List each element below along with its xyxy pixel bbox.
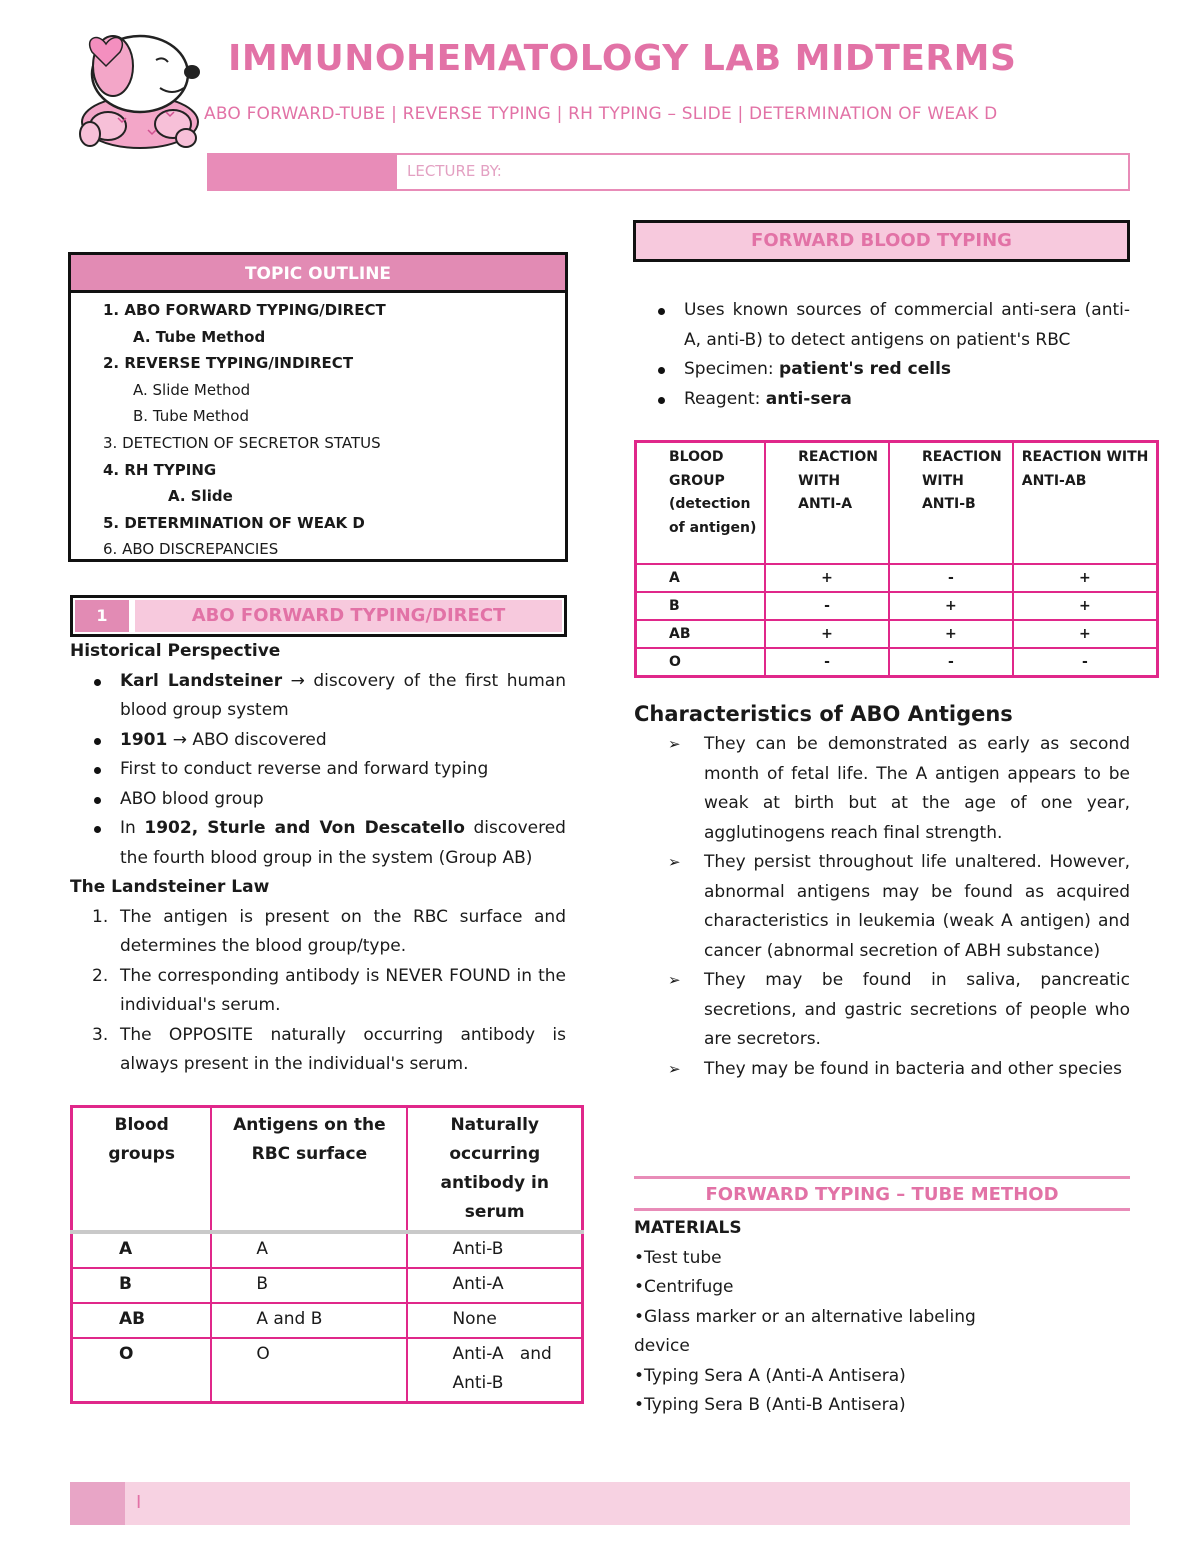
table-cell: B [72, 1268, 212, 1303]
table-cell: AB [636, 620, 766, 648]
list-item: Specimen: patient's red cells [634, 355, 1130, 385]
table-cell: O [636, 648, 766, 677]
list-item: •Centrifuge [634, 1277, 734, 1297]
table-cell: A [72, 1232, 212, 1268]
table-row [72, 1268, 583, 1303]
table-cell: Anti-A [407, 1268, 582, 1303]
table-cell: Anti-A and Anti-B [407, 1338, 582, 1403]
list-item: 1901 → ABO discovered [70, 726, 566, 756]
characteristics-section [634, 702, 1130, 1084]
tube-method-section [634, 1176, 1130, 1421]
outline-item: A. Slide [168, 487, 233, 506]
forward-typing-body [634, 296, 1130, 414]
list-item: •Test tube [634, 1247, 722, 1268]
table-cell: + [1013, 592, 1158, 620]
topic-outline [68, 252, 568, 562]
table-row [72, 1338, 583, 1403]
table-row [636, 564, 1158, 592]
list-item: 3. The OPPOSITE naturally occurring antibody is always present in the individual's serum. [92, 1024, 566, 1074]
lecture-bar [207, 153, 1130, 191]
list-item: •Glass marker or an alternative labeling device [634, 1306, 976, 1356]
tube-method-title: FORWARD TYPING – TUBE METHOD [705, 1184, 1059, 1205]
table-cell: + [765, 564, 889, 592]
table-cell: O [211, 1338, 407, 1403]
page-number: I [136, 1492, 142, 1513]
table-cell: + [765, 620, 889, 648]
table-cell: - [765, 592, 889, 620]
table-cell: None [407, 1303, 582, 1338]
list-item: 1. The antigen is present on the RBC surface and determines the blood group/type. [92, 906, 566, 956]
list-item: ➢ They persist throughout life unaltered. However, abnormal antigens may be found as acquired characteristics in leukemia (weak A antigen) and cancer (abnormal secretion of ABH substance) [634, 848, 1130, 966]
table-header-cell: REACTION WITH ANTI-B [889, 442, 1013, 564]
list-item: ABO blood group [70, 785, 566, 815]
table-cell: A and B [211, 1303, 407, 1338]
table-row [636, 592, 1158, 620]
table-cell: B [636, 592, 766, 620]
table-header-cell: REACTION WITH ANTI-AB [1013, 442, 1158, 564]
table-cell: - [889, 648, 1013, 677]
lecture-label: LECTURE BY: [407, 162, 502, 180]
outline-item: 3. DETECTION OF SECRETOR STATUS [103, 433, 381, 452]
section-1-body [70, 637, 566, 1080]
outline-item: 1. ABO FORWARD TYPING/DIRECT [103, 301, 386, 319]
section-1-heading [70, 595, 567, 637]
table-row [72, 1232, 583, 1268]
table-cell: - [1013, 648, 1158, 677]
table-cell: - [889, 564, 1013, 592]
list-item: ➢ They may be found in saliva, pancreatic secretions, and gastric secretions of people who are secretors. [634, 966, 1130, 1055]
table-row [636, 648, 1158, 677]
table-header-row [636, 442, 1158, 564]
list-item: Uses known sources of commercial anti-sera (anti-A, anti-B) to detect antigens on patient's RBC [634, 296, 1130, 355]
table-header-cell: Blood groups [72, 1107, 212, 1233]
outline-item: A. Slide Method [133, 380, 251, 399]
table-cell: O [72, 1338, 212, 1403]
table-row [636, 620, 1158, 648]
table-cell: B [211, 1268, 407, 1303]
list-item: Karl Landsteiner → discovery of the first human blood group system [70, 667, 566, 726]
materials-heading: MATERIALS [634, 1218, 742, 1238]
forward-reaction-table [634, 440, 1159, 678]
table-header-cell: BLOOD GROUP (detection of antigen) [636, 442, 766, 564]
table-cell: A [211, 1232, 407, 1268]
mascot-illustration [68, 26, 203, 154]
outline-item: A. Tube Method [133, 327, 266, 346]
blood-groups-table [70, 1105, 584, 1404]
footer-bar [70, 1482, 1130, 1525]
list-item: In 1902, Sturle and Von Descatello discovered the fourth blood group in the system (Group AB) [70, 814, 566, 873]
list-item: ➢ They may be found in bacteria and other species [634, 1055, 1130, 1085]
table-cell: Anti-B [407, 1232, 582, 1268]
table-header-cell: Naturally occurring antibody in serum [407, 1107, 582, 1233]
outline-item: 2. REVERSE TYPING/INDIRECT [103, 354, 354, 373]
law-heading: The Landsteiner Law [70, 877, 270, 897]
table-cell: + [1013, 564, 1158, 592]
table-row [72, 1303, 583, 1338]
list-item: 2. The corresponding antibody is NEVER FOUND in the individual's serum. [92, 965, 566, 1015]
section-title: ABO FORWARD TYPING/DIRECT [135, 600, 562, 632]
forward-typing-heading: FORWARD BLOOD TYPING [633, 220, 1130, 262]
table-cell: - [765, 648, 889, 677]
list-item: •Typing Sera B (Anti-B Antisera) [634, 1395, 906, 1415]
outline-item: B. Tube Method [133, 407, 249, 426]
section-number: 1 [75, 600, 129, 632]
table-cell: AB [72, 1303, 212, 1338]
table-header-cell: REACTION WITH ANTI-A [765, 442, 889, 564]
table-cell: A [636, 564, 766, 592]
characteristics-heading: Characteristics of ABO Antigens [634, 702, 1013, 726]
page-title: IMMUNOHEMATOLOGY LAB MIDTERMS [228, 38, 1017, 79]
list-item: First to conduct reverse and forward typing [70, 755, 566, 785]
topic-outline-list [71, 293, 565, 563]
table-cell: + [889, 620, 1013, 648]
list-item: •Typing Sera A (Anti-A Antisera) [634, 1365, 906, 1386]
historical-heading: Historical Perspective [70, 641, 281, 661]
topic-outline-title: TOPIC OUTLINE [71, 255, 565, 293]
outline-item: 6. ABO DISCREPANCIES [103, 540, 279, 559]
table-header-row [72, 1107, 583, 1233]
outline-item: 5. DETERMINATION OF WEAK D [103, 513, 365, 532]
divider [634, 1208, 1130, 1211]
table-cell: + [889, 592, 1013, 620]
list-item: ➢ They can be demonstrated as early as second month of fetal life. The A antigen appears to be weak at birth but at the age of one year, agglutinogens reach final strength. [634, 730, 1130, 848]
footer-bar-fill [70, 1482, 125, 1525]
page-subtitle: ABO FORWARD-TUBE | REVERSE TYPING | RH TYPING – SLIDE | DETERMINATION OF WEAK D [204, 104, 998, 124]
lecture-bar-fill [209, 155, 397, 189]
list-item: Reagent: anti-sera [634, 385, 1130, 415]
table-cell: + [1013, 620, 1158, 648]
table-header-cell: Antigens on the RBC surface [211, 1107, 407, 1233]
outline-item: 4. RH TYPING [103, 460, 217, 479]
